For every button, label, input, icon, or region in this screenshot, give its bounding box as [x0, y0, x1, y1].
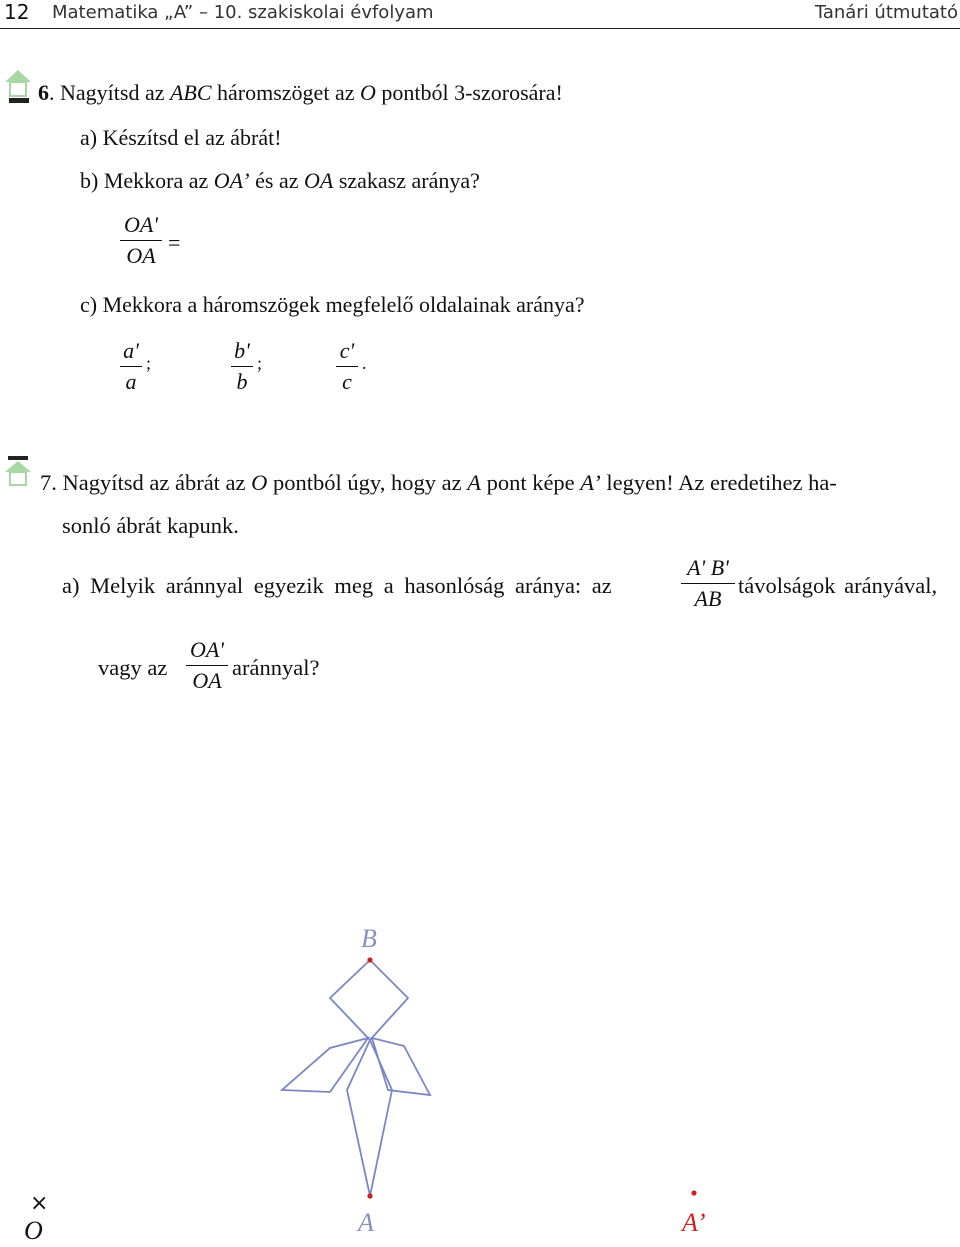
point-A: [367, 1193, 372, 1198]
house-icon: [3, 455, 33, 491]
fraction-oa-2: OA' OA: [186, 637, 228, 694]
label-B: B: [361, 924, 377, 953]
label-A-prime: A’: [682, 1208, 706, 1237]
task7-part-a-cont: távolságok arányával,: [738, 573, 938, 598]
point-B: [367, 957, 372, 962]
task6-part-b: b) Mekkora az OA’ és az OA szakasz aránya?: [80, 168, 480, 193]
ratio-a: a' a: [120, 338, 142, 395]
task7-statement-cont: sonló ábrát kapunk.: [62, 513, 239, 538]
house-icon: [3, 68, 33, 108]
vagy-after: aránnyal?: [232, 655, 320, 680]
doc-type: Tanári útmutató: [814, 2, 958, 23]
figure-canvas: [0, 700, 960, 1247]
subject-title: Matematika „A” – 10. szakiskolai évfolyam: [52, 2, 434, 23]
label-O: O: [24, 1216, 43, 1245]
separator: ;: [146, 353, 152, 373]
page-header: [0, 0, 960, 29]
task7-statement: 7. Nagyítsd az ábrát az O pontból úgy, hogy az A pont képe A’ legyen! Az eredetihez ha-: [40, 470, 837, 495]
fraction-ab: A' B' AB: [681, 555, 735, 612]
task6-part-a: a) Készítsd el az ábrát!: [80, 125, 282, 150]
cross-marker: ×: [30, 1191, 49, 1216]
fraction-oa: OA' OA: [120, 212, 162, 269]
task6-part-c: c) Mekkora a háromszögek megfelelő oldalainak aránya?: [80, 292, 585, 317]
ratio-c: c' c: [336, 338, 358, 395]
vagy-text: vagy az: [98, 655, 168, 680]
equals-sign: =: [168, 230, 181, 255]
ratio-b: b' b: [231, 338, 253, 395]
page-number: 12: [4, 0, 30, 24]
task6-statement: 6. Nagyítsd az ABC háromszöget az O pontból 3-szorosára!: [38, 80, 563, 105]
figure-background: [24, 712, 954, 1247]
period: .: [362, 353, 367, 373]
point-A-prime: [691, 1190, 696, 1195]
task7-part-a: a) Melyik aránnyal egyezik meg a hasonlóság aránya: az: [62, 573, 612, 598]
task6-number: 6: [38, 80, 49, 105]
label-A: A: [358, 1208, 374, 1237]
separator: ;: [257, 353, 263, 373]
